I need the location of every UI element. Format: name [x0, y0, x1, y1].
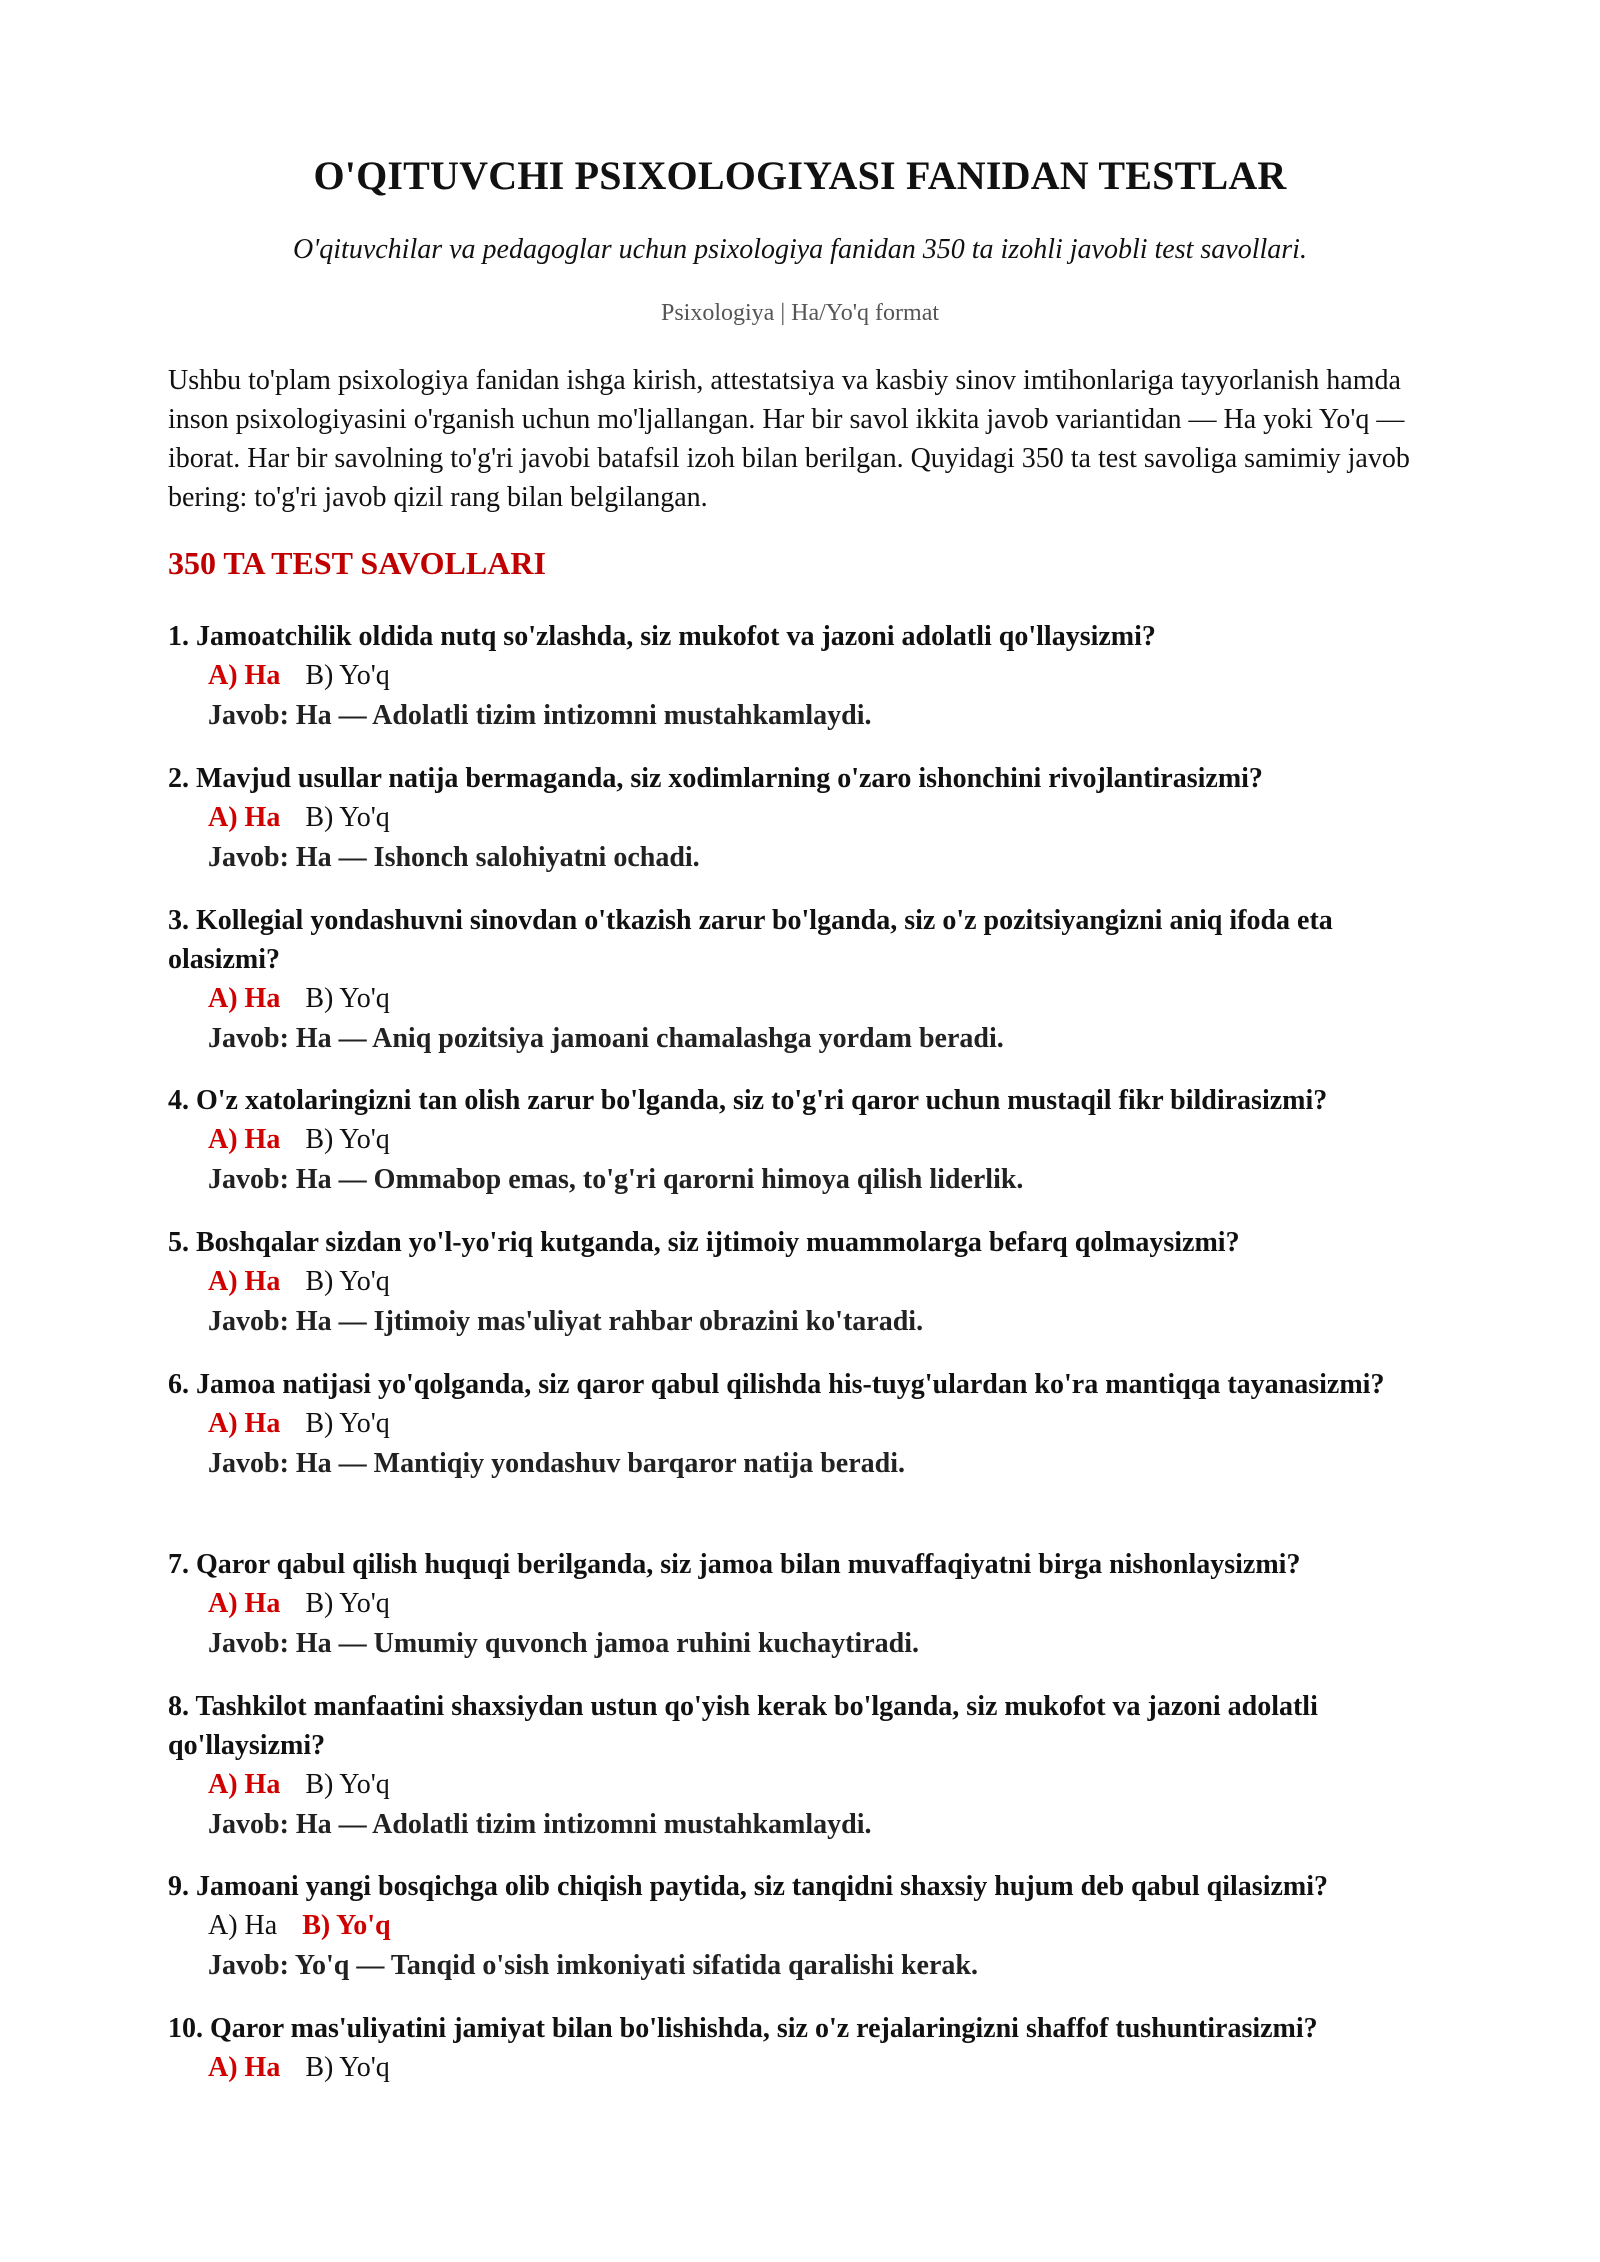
answer-explanation: Javob: Ha — Ommabop emas, to'g'ri qarorni himoya qilish liderlik.: [208, 1164, 1024, 1195]
answer-explanation: Javob: Ha — Ishonch salohiyatni ochadi.: [208, 842, 700, 873]
question-text: 5. Boshqalar sizdan yo'l-yo'riq kutganda, siz ijtimoiy muammolarga befarq qolmaysizmi?: [168, 1227, 1240, 1258]
option-b: B) Yo'q: [305, 802, 390, 833]
answer-options: [208, 979, 1432, 1019]
option-a: A) Ha: [208, 1124, 281, 1155]
option-a: A) Ha: [208, 983, 281, 1014]
answer-explanation: Javob: Ha — Ijtimoiy mas'uliyat rahbar obrazini ko'taradi.: [208, 1306, 924, 1337]
document-title: O'QITUVCHI PSIXOLOGIYASI FANIDAN TESTLAR: [313, 153, 1287, 198]
option-a: A) Ha: [208, 1769, 281, 1800]
option-a: A) Ha: [208, 1588, 281, 1619]
answer-options: [208, 1404, 1432, 1444]
option-a: A) Ha: [208, 1266, 281, 1297]
question-item: [168, 1081, 1432, 1200]
option-a: A) Ha: [208, 802, 281, 833]
question-item: [168, 617, 1432, 736]
question-item: [168, 901, 1432, 1059]
question-text: 2. Mavjud usullar natija bermaganda, siz xodimlarning o'zaro ishonchini rivojlantirasizmi?: [168, 763, 1263, 794]
question-item: [168, 1867, 1432, 1986]
answer-options: [208, 798, 1432, 838]
option-b: B) Yo'q: [305, 1769, 390, 1800]
option-b: B) Yo'q: [302, 1910, 391, 1941]
document-subtitle: O'qituvchilar va pedagoglar uchun psixologiya fanidan 350 ta izohli javobli test savollari.: [293, 234, 1307, 265]
answer-options: [208, 1120, 1432, 1160]
question-text: 1. Jamoatchilik oldida nutq so'zlashda, siz mukofot va jazoni adolatli qo'llaysizmi?: [168, 621, 1156, 652]
question-text: 8. Tashkilot manfaatini shaxsiydan ustun qo'yish kerak bo'lganda, siz mukofot va jazoni adolatli qo'llaysizmi?: [168, 1691, 1318, 1761]
answer-explanation: Javob: Yo'q — Tanqid o'sish imkoniyati sifatida qaralishi kerak.: [208, 1950, 978, 1981]
answer-explanation: Javob: Ha — Mantiqiy yondashuv barqaror natija beradi.: [208, 1448, 906, 1479]
answer-explanation: Javob: Ha — Adolatli tizim intizomni mustahkamlaydi.: [208, 1809, 872, 1840]
question-item: [168, 2009, 1432, 2088]
option-b: B) Yo'q: [305, 1124, 390, 1155]
answer-options: [208, 656, 1432, 696]
question-item: [168, 1365, 1432, 1484]
question-item: [168, 1687, 1432, 1845]
section-title: 350 TA TEST SAVOLLARI: [168, 545, 546, 581]
answer-options: [208, 2048, 1432, 2088]
answer-options: [208, 1262, 1432, 1302]
answer-options: [208, 1765, 1432, 1805]
answer-explanation: Javob: Ha — Adolatli tizim intizomni mustahkamlaydi.: [208, 700, 872, 731]
question-text: 10. Qaror mas'uliyatini jamiyat bilan bo'lishishda, siz o'z rejalaringizni shaffof tushuntirasizmi?: [168, 2013, 1318, 2044]
option-a: A) Ha: [208, 1408, 281, 1439]
option-b: B) Yo'q: [305, 2052, 390, 2083]
option-b: B) Yo'q: [305, 660, 390, 691]
option-a: A) Ha: [208, 1910, 278, 1941]
intro-paragraph: Ushbu to'plam psixologiya fanidan ishga kirish, attestatsiya va kasbiy sinov imtihonlariga tayyorlanish hamda inson psixologiyasini o'rganish uchun mo'ljallangan. Har bir savol ikkita javob variantidan — Ha yoki Yo'q — iborat. Har bir savolning to'g'ri javobi batafsil izoh bilan berilgan. Quyidagi 350 ta test savoliga samimiy javob bering: to'g'ri javob qizil rang bilan belgilangan.: [168, 365, 1410, 513]
answer-explanation: Javob: Ha — Aniq pozitsiya jamoani chamalashga yordam beradi.: [208, 1023, 1004, 1054]
question-item: [168, 1223, 1432, 1342]
option-b: B) Yo'q: [305, 1588, 390, 1619]
question-text: 6. Jamoa natijasi yo'qolganda, siz qaror qabul qilishda his-tuyg'ulardan ko'ra mantiqqa tayanasizmi?: [168, 1369, 1385, 1400]
document-meta: Psixologiya | Ha/Yo'q format: [660, 300, 940, 326]
question-text: 4. O'z xatolaringizni tan olish zarur bo'lganda, siz to'g'ri qaror uchun mustaqil fikr bildirasizmi?: [168, 1085, 1328, 1116]
answer-options: [208, 1584, 1432, 1624]
option-a: A) Ha: [208, 2052, 281, 2083]
option-b: B) Yo'q: [305, 983, 390, 1014]
question-item: [168, 1545, 1432, 1664]
question-item: [168, 759, 1432, 878]
answer-options: [208, 1906, 1432, 1946]
option-b: B) Yo'q: [305, 1266, 390, 1297]
option-b: B) Yo'q: [305, 1408, 390, 1439]
option-a: A) Ha: [208, 660, 281, 691]
question-text: 3. Kollegial yondashuvni sinovdan o'tkazish zarur bo'lganda, siz o'z pozitsiyangizni aniq ifoda eta olasizmi?: [168, 905, 1333, 975]
answer-explanation: Javob: Ha — Umumiy quvonch jamoa ruhini kuchaytiradi.: [208, 1628, 919, 1659]
question-text: 7. Qaror qabul qilish huquqi berilganda, siz jamoa bilan muvaffaqiyatni birga nishonlaysizmi?: [168, 1549, 1301, 1580]
question-text: 9. Jamoani yangi bosqichga olib chiqish paytida, siz tanqidni shaxsiy hujum deb qabul qilasizmi?: [168, 1871, 1329, 1902]
